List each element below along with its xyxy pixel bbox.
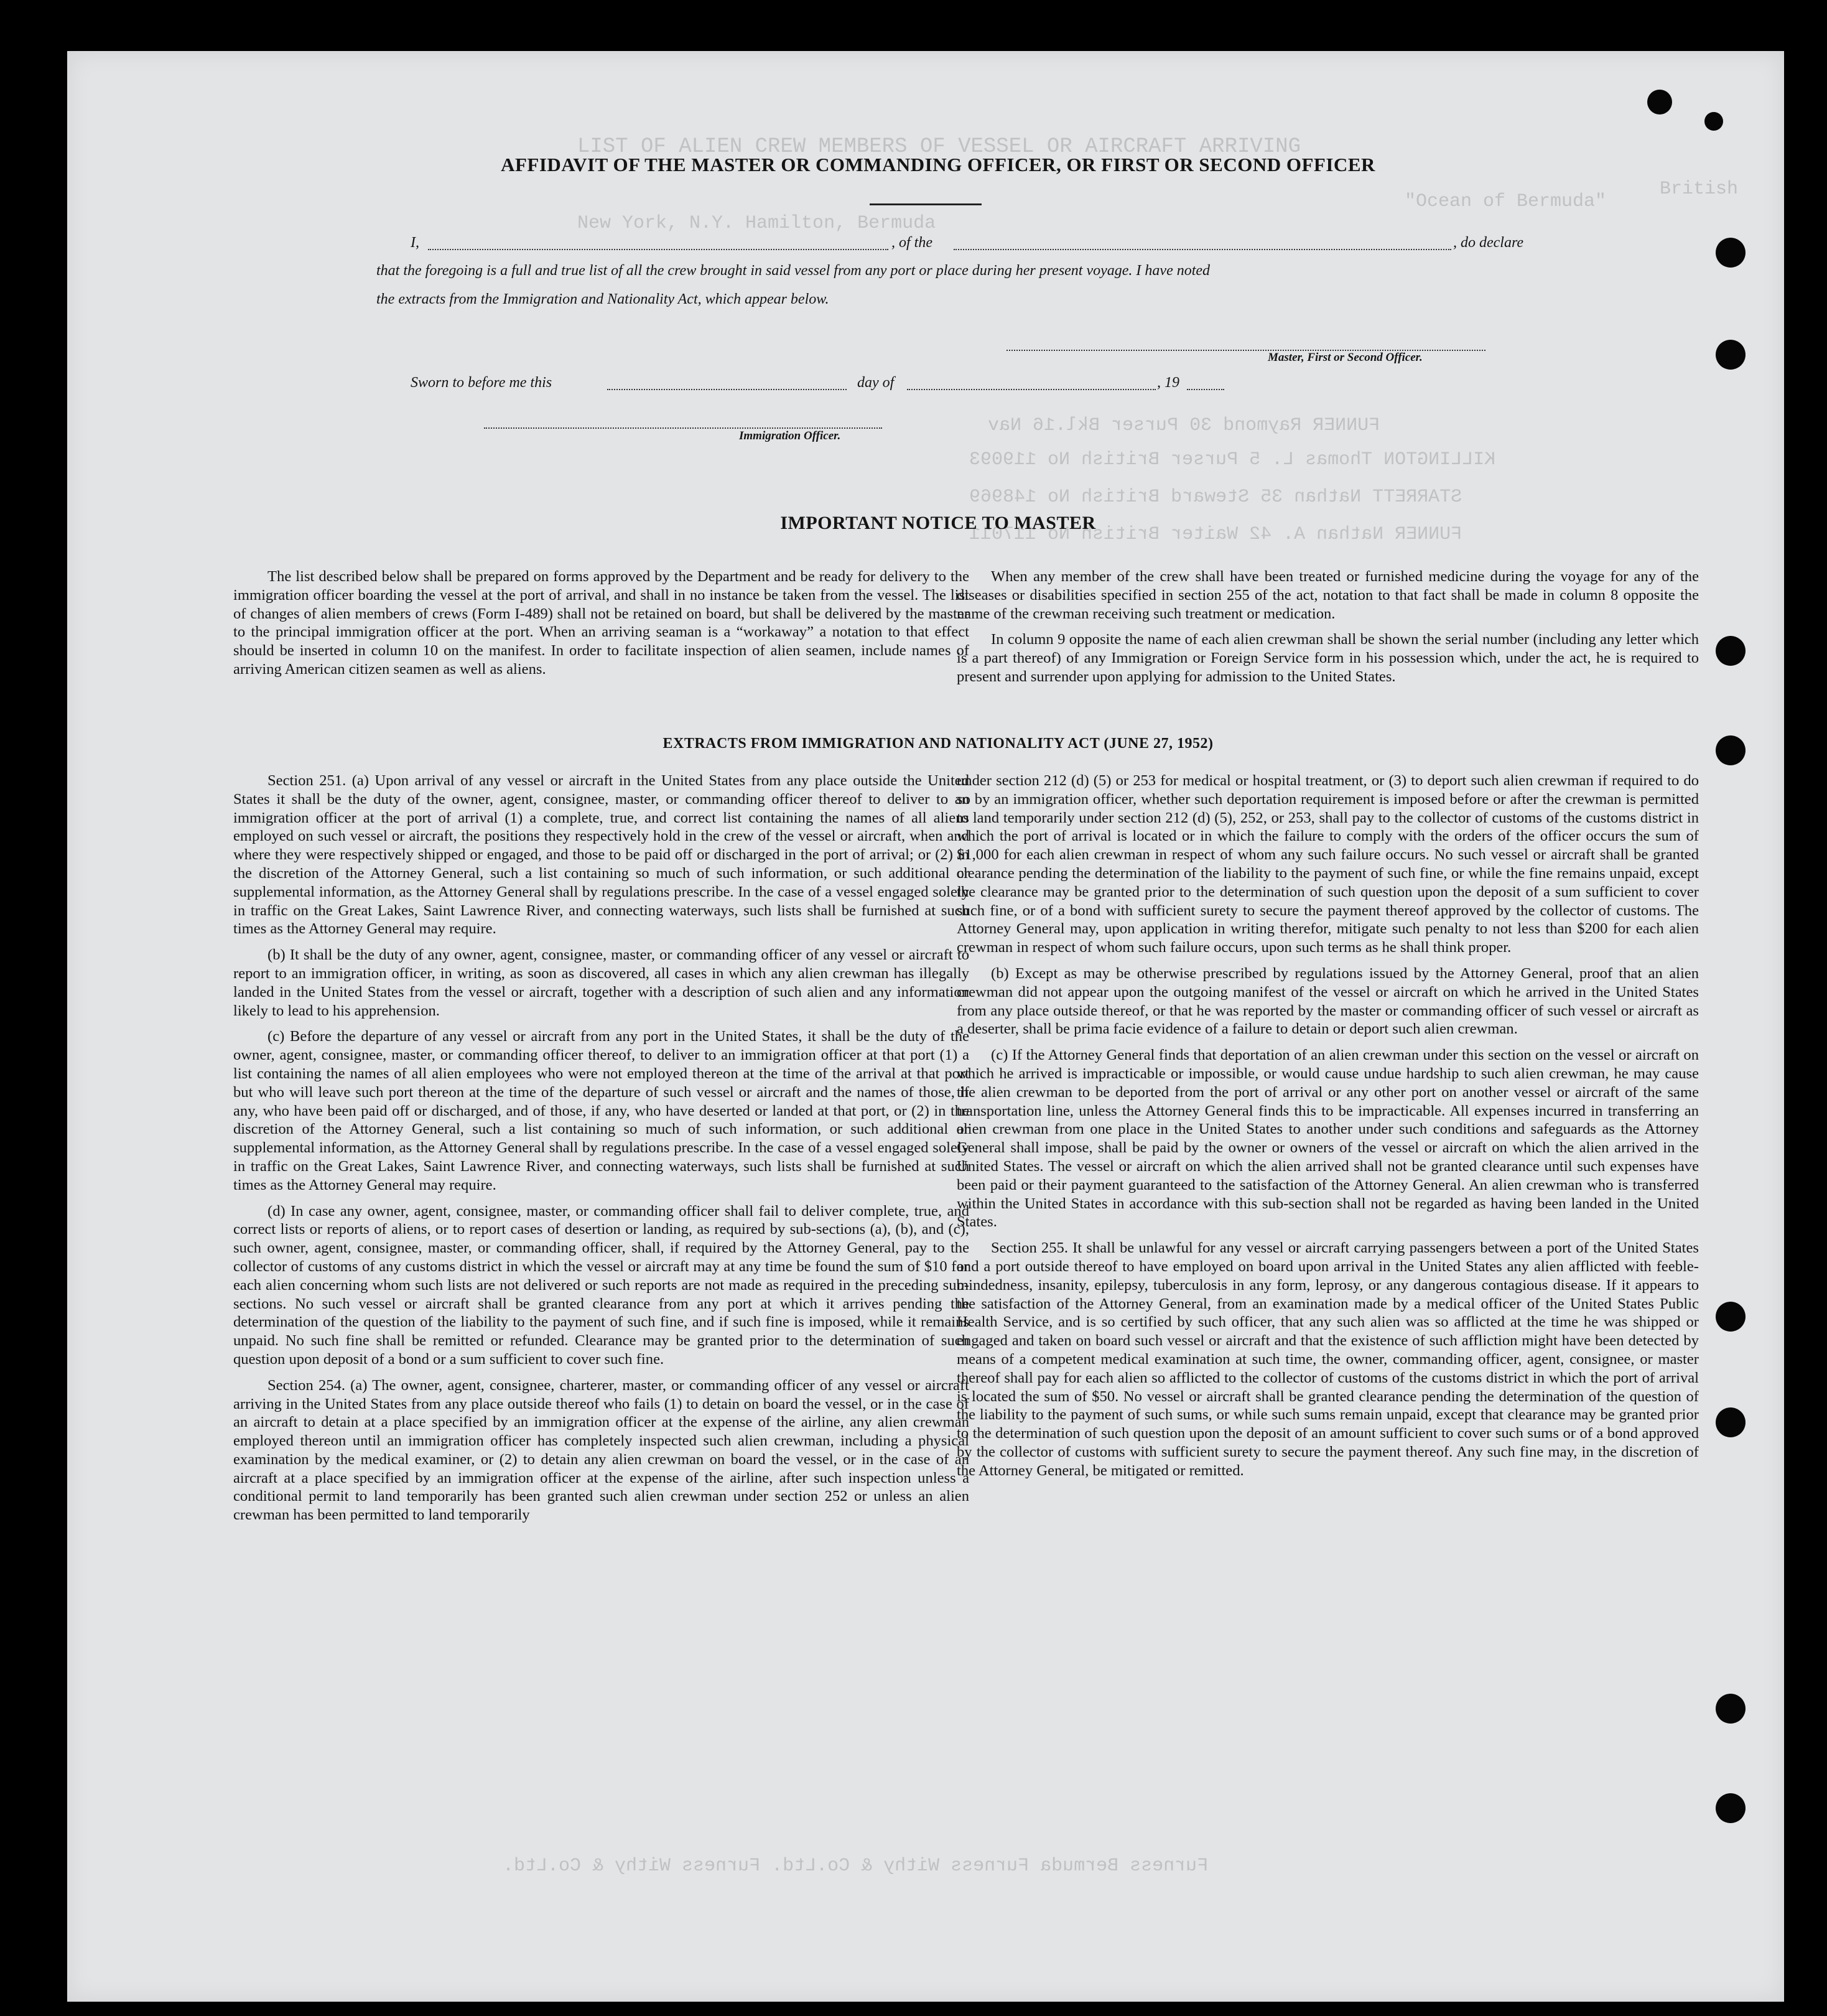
officer-signature-field[interactable] <box>484 427 882 429</box>
name-field[interactable] <box>428 249 888 250</box>
bleed-through-nationality: British <box>1660 179 1739 200</box>
punch-hole <box>1716 238 1746 268</box>
bleed-through-row: FUNNER Nathan A. 42 Waiter British No 117011 <box>969 524 1462 545</box>
notice-title: IMPORTANT NOTICE TO MASTER <box>780 513 1096 533</box>
sworn-year-field[interactable] <box>1187 389 1224 390</box>
notice-right-text-2: In column 9 opposite the name of each alien crewman shall be shown the serial number (including any letter which is a part thereof) of any Immigration or Foreign Service form in his possession which, under the act, he is required to present and surrender upon applying for admission to the United States. <box>957 631 1699 685</box>
ink-blot <box>1704 112 1723 131</box>
section-251-c: (c) Before the departure of any vessel or aircraft from any port in the United States, it shall be the duty of the owner, agent, consignee, master, or commanding officer thereof, to deliver to an immigration officer at that port (1) a list containing the names of all alien employees who were not employed thereon at the time of the arrival at that port but who will leave such port thereon at the time of the departure of such vessel or aircraft and the names of those, if any, who have been paid off or discharged, and of those, if any, who have deserted or landed at that port, or (2) in the discretion of the Attorney General, such a list containing so much of such information, or such additional or supplemental information, as the Attorney General shall by regulations prescribe. In the case of a vessel engaged solely in traffic on the Great Lakes, Saint Lawrence River, and connecting waterways, such lists shall be furnished at such times as the Attorney General may require. <box>233 1028 969 1193</box>
bleed-through-row: STARRETT Nathan 35 Steward British No 148969 <box>969 487 1462 508</box>
bleed-through-header: LIST OF ALIEN CREW MEMBERS OF VESSEL OR AIRCRAFT ARRIVING <box>577 135 1301 159</box>
affidavit-statement: that the foregoing is a full and true list of all the crew brought in said vessel from any port or place during her present voyage. I have noted <box>376 263 1211 279</box>
punch-hole <box>1716 1407 1746 1437</box>
punch-hole <box>1716 1793 1746 1823</box>
punch-hole <box>1716 735 1746 765</box>
punch-hole <box>1716 1302 1746 1332</box>
sworn-label: Sworn to before me this <box>411 375 552 391</box>
section-254-a: Section 254. (a) The owner, agent, consignee, charterer, master, or commanding officer of any vessel or aircraft arriving in the United States from any place outside thereof who fails (1) to detain on board the vessel, or in the case of an aircraft to detain at a place specified by an immigration officer at the expense of the airline, any alien crewman employed thereon until an immigration officer has completely inspected such alien crewman, including a physical examination by the medical examiner, or (2) to detain any alien crewman on board the vessel, or in the case of an aircraft at a place specified by an immigration officer at the expense of the airline, after such inspection unless a conditional permit to land temporarily has been granted such alien crewman under section 252 or unless an alien crewman has been permitted to land temporarily <box>233 1376 969 1524</box>
notice-right-column <box>957 567 1699 694</box>
section-251-a: Section 251. (a) Upon arrival of any vessel or aircraft in the United States from any place outside the United States it shall be the duty of the owner, agent, consignee, master, or commanding officer thereof to deliver to an immigration officer at the port of arrival (1) a complete, true, and correct list containing the names of all aliens employed on such vessel or aircraft, the positions they respectively hold in the crew of the vessel or aircraft, when and where they were respectively shipped or engaged, and those to be paid off or discharged in the port of arrival; or (2) in the discretion of the Attorney General, such a list containing so much of such information, or such additional or supplemental information, as the Attorney General shall by regulations prescribe. In the case of a vessel engaged solely in traffic on the Great Lakes, Saint Lawrence River, and connecting waterways, such lists shall be furnished at such times as the Attorney General may require. <box>233 772 969 938</box>
punch-hole <box>1716 340 1746 370</box>
title-rule <box>870 203 982 205</box>
notice-left-column <box>233 567 969 686</box>
extracts-right-column <box>957 772 1699 1487</box>
bleed-through-ports: New York, N.Y. Hamilton, Bermuda <box>577 213 936 234</box>
notice-right-text-1: When any member of the crew shall have been treated or furnished medicine during the voyage for any of the diseases or disabilities specified in section 255 of the act, notation to that fact shall be made in column 8 opposite the name of the crewman receiving such treatment or medication. <box>957 568 1699 622</box>
year-label: , 19 <box>1157 375 1179 391</box>
document-page <box>67 51 1784 2002</box>
sworn-day-field[interactable] <box>607 389 847 390</box>
section-255: Section 255. It shall be unlawful for any vessel or aircraft carrying passengers between a port of the United States and a port outside thereof to have employed on board upon arrival in the United States any alien afflicted with feeble-mindedness, insanity, epilepsy, tuberculosis in any form, leprosy, or any dangerous contagious disease. If it appears to the satisfaction of the Attorney General, from an examination made by a medical officer of the United States Public Health Service, and is so certified by such officer, that any such alien was so afflicted at the time he was shipped or engaged and taken on board such vessel or aircraft and that the existence of such affliction might have been detected by means of a competent medical examination at such time, the owner, commanding officer, agent, consignee, or master thereof shall pay for each alien so afflicted to the collector of customs of the customs district in which the port of arrival is located the sum of $50. No vessel or aircraft shall be granted clearance pending the determination of the question of the liability to the payment of such sums, or while such sums remain unpaid, except that clearance may be granted prior to the determination of such question upon the deposit of an amount sufficient to cover such sums or of a bond approved by the collector of customs with sufficient surety to secure the payment thereof. Any such fine may, in the discretion of the Attorney General, be mitigated or remitted. <box>957 1239 1699 1479</box>
bleed-through-row: FUNNER Raymond 30 Purser Bkl.16 Nav <box>988 415 1380 436</box>
affidavit-do-declare: , do declare <box>1453 235 1524 251</box>
affidavit-i: I, <box>411 235 419 251</box>
section-251-d: (d) In case any owner, agent, consignee, master, or commanding officer shall fail to deliver complete, true, and correct lists or reports of aliens, or to report cases of desertion or landing, as required by sub-sections (a), (b), and (c), such owner, agent, consignee, master, or commanding officer, shall, if required by the Attorney General, pay to the collector of customs of any customs district in which the vessel or aircraft may at any time be found the sum of $10 for each alien concerning whom such lists are not delivered or such reports are not made as required in the preceding sub-sections. No such vessel or aircraft shall be granted clearance from any port at which it arrives pending the determination of the question of the liability to the payment of such fine, and if such fine is imposed, while it remains unpaid. No such fine shall be remitted or refunded. Clearance may be granted prior to the determination of such question upon deposit of a bond or a sum sufficient to cover such fine. <box>233 1202 969 1368</box>
master-caption: Master, First or Second Officer. <box>1268 351 1423 364</box>
ink-blot <box>1647 90 1672 114</box>
officer-caption: Immigration Officer. <box>739 429 841 442</box>
day-of-label: day of <box>857 375 895 391</box>
bleed-through-row: KILLINGTON Thomas L. 5 Purser British No 119093 <box>969 449 1496 470</box>
sworn-month-field[interactable] <box>907 389 1156 390</box>
affidavit-statement-cont: the extracts from the Immigration and Nationality Act, which appear below. <box>376 291 829 307</box>
punch-hole <box>1716 1694 1746 1724</box>
bleed-through-vessel: "Ocean of Bermuda" <box>1405 191 1607 212</box>
notice-left-text: The list described below shall be prepared on forms approved by the Department and be ready for delivery to the immigration officer boarding the vessel at the port of arrival, and shall in no instance be taken from the vessel. The list of changes of alien members of crews (Form I-489) shall not be retained on board, but shall be delivered by the master to the principal immigration officer at the port. When an arriving seaman is a “workaway” a notation to that effect should be inserted in column 10 on the manifest. In order to facilitate inspection of alien seamen, include names of arriving American citizen seamen as well as aliens. <box>233 568 969 678</box>
section-254-b: (b) Except as may be otherwise prescribed by regulations issued by the Attorney General, proof that an alien crewman did not appear upon the outgoing manifest of the vessel or aircraft on which he arrived in the United States from any place outside thereof, or that he was reported by the master or commanding officer of such vessel or aircraft as a deserter, shall be prima facie evidence of a failure to detain or deport such alien crewman. <box>957 964 1699 1038</box>
extracts-left-column <box>233 772 969 1532</box>
section-251-b: (b) It shall be the duty of any owner, agent, consignee, master, or commanding officer of any vessel or aircraft to report to an immigration officer, in writing, as soon as discovered, all cases in which any alien crewman has illegally landed in the United States from the vessel or aircraft, together with a description of such alien and any information likely to lead to his apprehension. <box>233 946 969 1019</box>
extracts-title: EXTRACTS FROM IMMIGRATION AND NATIONALITY ACT (JUNE 27, 1952) <box>662 735 1214 752</box>
punch-hole <box>1716 636 1746 666</box>
affidavit-of-the: , of the <box>891 235 932 251</box>
section-254-a-cont: under section 212 (d) (5) or 253 for medical or hospital treatment, or (3) to deport such alien crewman if required to do so by an immigration officer, whether such deportation requirement is imposed before or after the crewman is permitted to land temporarily under section 212 (d) (5), 252, or 253, shall pay to the collector of customs of the customs district in which the port of arrival is located or in which the failure to comply with the orders of the officer occurs the sum of $1,000 for each alien crewman in respect of whom any such failure occurs. No such vessel or aircraft shall be granted clearance pending the determination of the liability to the payment of such fine, or while the fine remains unpaid, except the clearance may be granted prior to the determination of such question upon the deposit of a sum sufficient to cover such fine, or of a bond with sufficient surety to secure the payment thereof approved by the collector of customs. The Attorney General may, upon application in writing therefor, mitigate such penalty to not less than $200 for each alien crewman in respect of whom such failure occurs, upon such terms as he shall think proper. <box>957 772 1699 956</box>
vessel-field[interactable] <box>954 249 1451 250</box>
bleed-through-footer: Furness Bermuda Furness Withy & Co.Ltd. Furness Withy & Co.Ltd. <box>503 1855 1209 1877</box>
affidavit-title: AFFIDAVIT OF THE MASTER OR COMMANDING OFFICER, OR FIRST OR SECOND OFFICER <box>501 154 1375 175</box>
section-254-c: (c) If the Attorney General finds that deportation of an alien crewman under this section on the vessel or aircraft on which he arrived is impracticable or impossible, or would cause undue hardship to such alien crewman, he may cause the alien crewman to be deported from the port of arrival or any other port on another vessel or aircraft of the same transportation line, unless the Attorney General finds this to be impracticable. All expenses incurred in transferring an alien crewman from one place in the United States to another under such conditions and safeguards as the Attorney General shall impose, shall be paid by the owner or owners of the vessel or aircraft on which the alien arrived in the United States. The vessel or aircraft on which the alien arrived shall not be granted clearance until such expenses have been paid or their payment guaranteed to the satisfaction of the Attorney General. An alien crewman who is transferred within the United States in accordance with this sub-section shall not be regarded as having been landed in the United States. <box>957 1047 1699 1231</box>
